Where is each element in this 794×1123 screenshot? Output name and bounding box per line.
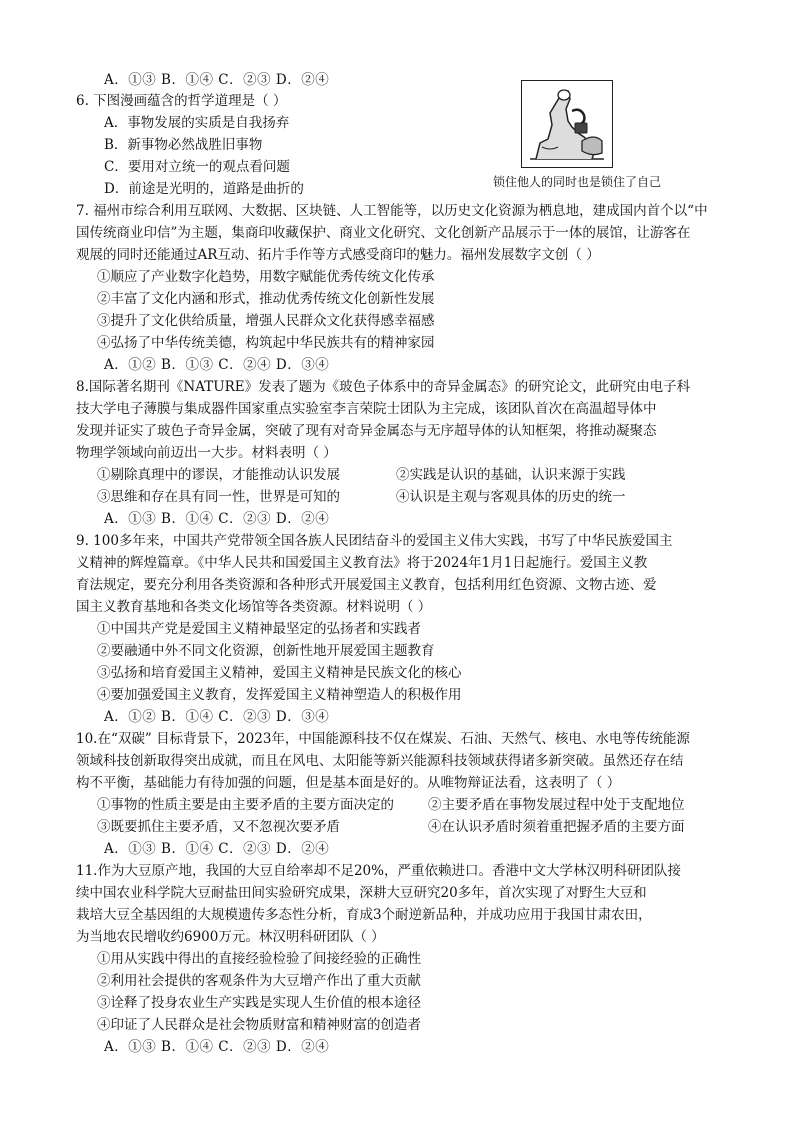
option-11-3: ③诠释了投身农业生产实践是实现人生价值的根本途径 [97,995,421,1011]
cartoon-caption: 锁住他人的同时也是锁住了自己 [493,175,662,189]
question-9-stem-line4: 国主义教育基地和各类文化场馆等各类资源。材料说明（ ） [76,599,432,615]
option-8-3: ③思维和存在具有同一性，世界是可知的 [97,489,340,505]
question-8-stem-line2: 技大学电子薄膜与集成器件国家重点实验室李言荣院士团队为主完成，该团队首次在高温超导体中 [76,401,657,417]
question-11-stem-line4: 为当地农民增收约6900万元。林汉明科研团队（ ） [76,929,385,945]
question-11-stem-line3: 栽培大豆全基因组的大规模遗传多态性分析，育成3个耐逆新品种，并成功应用于我国甘肃农田， [76,907,652,923]
option-9-2: ②要融通中外不同文化资源，创新性地开展爱国主题教育 [97,643,435,659]
option-9-4: ④要加强爱国主义教育，发挥爱国主义精神塑造人的积极作用 [97,687,462,703]
question-8-stem-line1: 8.国际著名期刊《NATURE》发表了题为《玻色子体系中的奇异金属态》的研究论文，此研究由电子科 [76,379,691,395]
option-6d: D．前途是光明的，道路是曲折的 [104,181,304,197]
question-9-stem-line1: 9. 100多年来，中国共产党带领全国各族人民团结奋斗的爱国主义伟大实践，书写了中华民族爱国主 [76,533,673,549]
cartoon-image [521,80,613,168]
question-6-stem: 6. 下图漫画蕴含的哲学道理是（ ） [76,93,287,109]
question-7-stem-line3: 观展的同时还能通过AR互动、拓片手作等方式感受商印的魅力。福州发展数字文创（ ） [76,247,600,263]
option-7-1: ①顺应了产业数字化趋势，用数字赋能优秀传统文化传承 [97,269,435,285]
question-8-stem-line3: 发现并证实了玻色子奇异金属，突破了现有对奇异金属态与无序超导体的认知框架，将推动凝聚态 [76,423,657,439]
question-10-stem-line2: 领域科技创新取得突出成就，而且在风电、太阳能等新兴能源科技领域获得诸多新突破。虽然还存在结 [76,753,684,769]
question-10-stem-line3: 构不平衡，基础能力有待加强的问题，但是基本面是好的。从唯物辩证法看，这表明了（ ） [76,775,621,791]
answer-options-q8: A．①③ B．①④ C．②③ D．②④ [104,511,330,527]
answer-options-q5: A．①③ B．①④ C．②③ D．②④ [104,72,330,88]
option-9-1: ①中国共产党是爱国主义精神最坚定的弘扬者和实践者 [97,621,421,637]
option-10-1: ①事物的性质主要是由主要矛盾的主要方面决定的 [97,797,394,813]
option-7-2: ②丰富了文化内涵和形式，推动优秀传统文化创新性发展 [97,291,435,307]
option-6b: B．新事物必然战胜旧事物 [104,137,263,153]
question-7-stem-line2: 国传统商业印信”为主题，集商印收藏保护、商业文化研究、文化创新产品展示于一体的展馆，让游客在 [76,225,691,241]
question-11-stem-line2: 续中国农业科学院大豆耐盐田间实验研究成果，深耕大豆研究20多年，首次实现了对野生大豆和 [76,885,647,901]
question-7-stem-line1: 7. 福州市综合利用互联网、大数据、区块链、人工智能等，以历史文化资源为栖息地，建成国内首个以“中 [76,203,708,219]
option-10-4: ④在认识矛盾时须着重把握矛盾的主要方面 [428,819,685,835]
option-10-3: ③既要抓住主要矛盾，又不忽视次要矛盾 [97,819,340,835]
question-11-stem-line1: 11.作为大豆原产地，我国的大豆自给率却不足20%，严重依赖进口。香港中文大学林汉明科研团队接 [76,863,681,879]
option-11-2: ②利用社会提供的客观条件为大豆增产作出了重大贡献 [97,973,421,989]
answer-options-q7: A．①② B．①③ C．②④ D．③④ [104,357,330,373]
question-9-stem-line2: 义精神的辉煌篇章。《中华人民共和国爱国主义教育法》将于2024年1月1日起施行。爱国主义教 [76,555,648,571]
question-9-stem-line3: 育法规定，要充分利用各类资源和各种形式开展爱国主义教育，包括利用红色资源、文物古迹、爱 [76,577,657,593]
cartoon-lock-figure-icon [522,81,612,167]
option-9-3: ③弘扬和培育爱国主义精神，爱国主义精神是民族文化的核心 [97,665,462,681]
option-8-2: ②实践是认识的基础，认识来源于实践 [396,467,626,483]
option-7-3: ③提升了文化供给质量，增强人民群众文化获得感幸福感 [97,313,435,329]
option-6c: C．要用对立统一的观点看问题 [104,159,290,175]
question-10-stem-line1: 10.在“双碳” 目标背景下，2023年，中国能源科技不仅在煤炭、石油、天然气、核电、水电等传统能源 [76,731,690,747]
option-11-4: ④印证了人民群众是社会物质财富和精神财富的创造者 [97,1017,421,1033]
option-8-1: ①剔除真理中的谬误，才能推动认识发展 [97,467,340,483]
option-7-4: ④弘扬了中华传统美德，构筑起中华民族共有的精神家园 [97,335,435,351]
option-6a: A．事物发展的实质是自我扬弃 [104,115,290,131]
option-8-4: ④认识是主观与客观具体的历史的统一 [396,489,626,505]
question-8-stem-line4: 物理学领域向前迈出一大步。材料表明（ ） [76,445,337,461]
option-10-2: ②主要矛盾在事物发展过程中处于支配地位 [428,797,685,813]
answer-options-q9: A．①② B．①④ C．②③ D．③④ [104,709,330,725]
answer-options-q10: A．①③ B．①④ C．②③ D．②④ [104,841,330,857]
option-11-1: ①用从实践中得出的直接经验检验了间接经验的正确性 [97,951,421,967]
answer-options-q11: A．①③ B．①④ C．②③ D．②④ [104,1039,330,1055]
